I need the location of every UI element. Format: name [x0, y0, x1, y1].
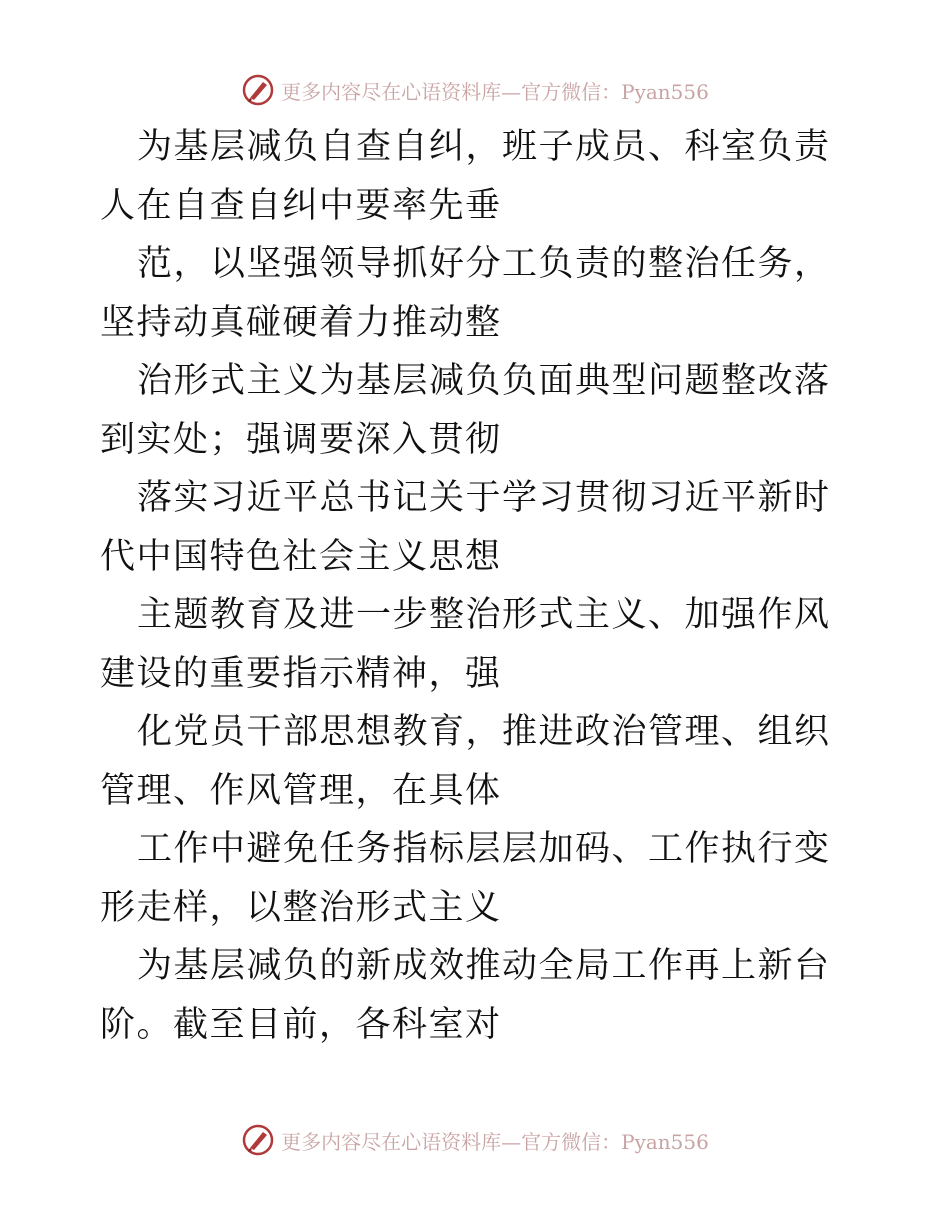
watermark-text: 更多内容尽在心语资料库—官方微信：Pyan556	[281, 79, 709, 104]
watermark-text: 更多内容尽在心语资料库—官方微信：Pyan556	[281, 1129, 709, 1154]
paragraph: 治形式主义为基层减负负面典型问题整改落到实处；强调要深入贯彻	[100, 361, 831, 460]
paragraph: 范，以坚强领导抓好分工负责的整治任务，坚持动真碰硬着力推动整	[100, 244, 831, 343]
paragraph: 为基层减负自查自纠，班子成员、科室负责人在自查自纠中要率先垂	[100, 127, 831, 226]
paragraph: 化党员干部思想教育，推进政治管理、组织管理、作风管理，在具体	[100, 712, 831, 811]
paragraph: 落实习近平总书记关于学习贯彻习近平新时代中国特色社会主义思想	[100, 478, 831, 577]
paragraph: 为基层减负的新成效推动全局工作再上新台阶。截至目前，各科室对	[100, 946, 831, 1045]
quill-pen-logo-icon	[241, 1123, 275, 1157]
paragraph: 主题教育及进一步整治形式主义、加强作风建设的重要指示精神，强	[100, 595, 831, 694]
document-body	[100, 118, 860, 1054]
footer-watermark	[0, 1120, 950, 1160]
quill-pen-logo-icon	[241, 73, 275, 107]
header-watermark	[0, 70, 950, 110]
paragraph: 工作中避免任务指标层层加码、工作执行变形走样，以整治形式主义	[100, 829, 831, 928]
